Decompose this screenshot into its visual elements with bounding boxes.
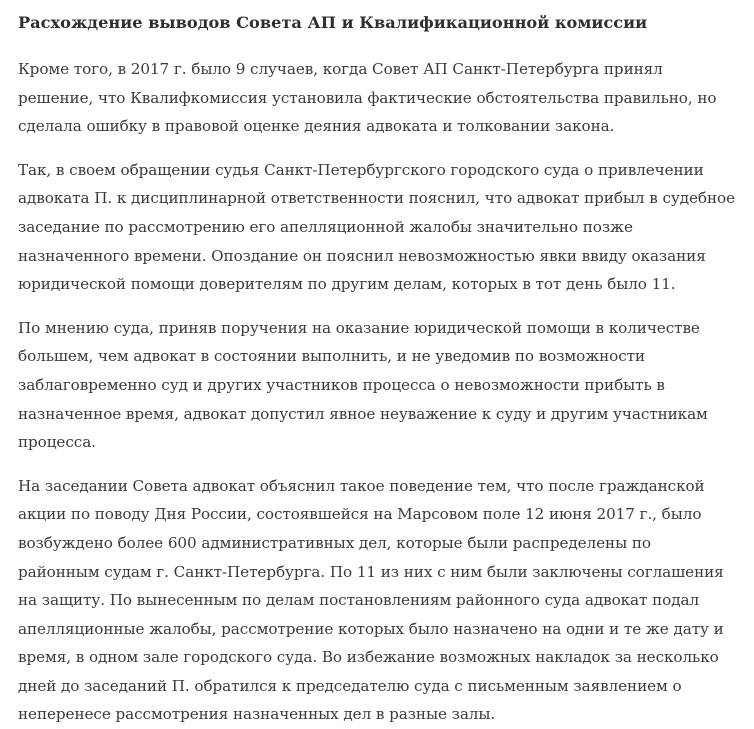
article-paragraph-4: На заседании Совета адвокат объяснил такое поведение тем, что после гражданской акции по поводу Дня России, состоявшейся на Марсовом поле 12 июня 2017 г., было возбуждено более 600 административных дел, которые были распределены по районным судам г. Санкт-Петербурга. По 11 из них с ним были заключены соглашения на защиту. По вынесенным по делам постановлениям районного суда адвокат подал апелляционные жалобы, рассмотрение которых было назначено на одни и те же дату и время, в одном зале городского суда. Во избежание возможных накладок за несколько дней до заседаний П. обратился к председателю суда с письменным заявлением о неперенесе рассмотрения назначенных дел в разные залы. xyxy=(18,476,724,724)
article-paragraph-2: Так, в своем обращении судья Санкт-Петербургского городского суда о привлечении адвоката П. к дисциплинарной ответственности пояснил, что адвокат прибыл в судебное заседание по рассмотрению его апелляционной жалобы значительно позже назначенного времени. Опоздание он пояснил невозможностью явки ввиду оказания юридической помощи доверителям по другим делам, которых в тот день было 11. xyxy=(18,160,735,294)
article-heading: Расхождение выводов Совета АП и Квалификационной комиссии xyxy=(18,13,648,32)
article-paragraph-1: Кроме того, в 2017 г. было 9 случаев, когда Совет АП Санкт-Петербурга принял решение, что Квалифкомиссия установила фактические обстоятельства правильно, но сделала ошибку в правовой оценке деяния адвоката и толковании закона. xyxy=(18,60,717,136)
article-paragraph-3: По мнению суда, приняв поручения на оказание юридической помощи в количестве большем, чем адвокат в состоянии выполнить, и не уведомив по возможности заблаговременно суд и других участников процесса о невозможности прибыть в назначенное время, адвокат допустил явное неуважение к суду и другим участникам процесса. xyxy=(18,318,708,452)
